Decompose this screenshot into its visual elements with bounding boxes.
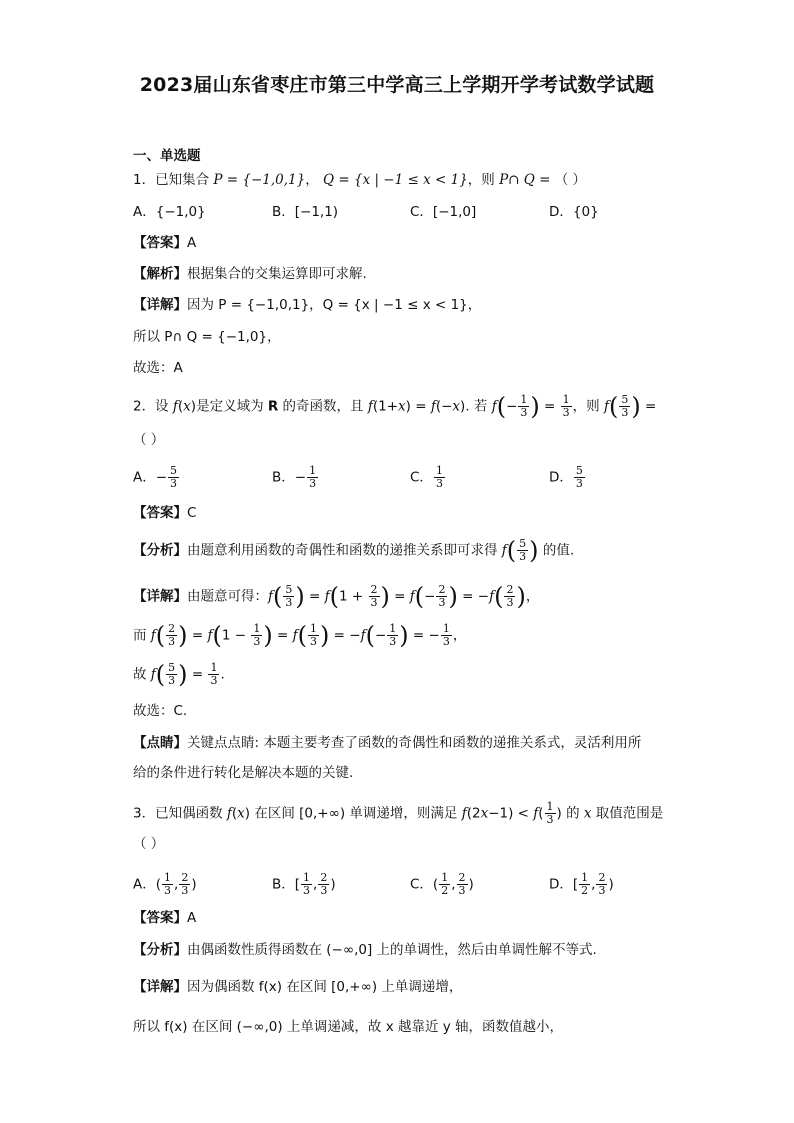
detail-label: 【详解】 — [133, 979, 187, 995]
comment-label: 【点睛】 — [133, 735, 187, 751]
q2-comment — [133, 733, 641, 753]
q1-choose: 故选：A — [133, 360, 183, 376]
q1-option-b: B．[−1,1) — [272, 204, 339, 220]
q2-option-a: A．− $\frac{5}{3}$ — [133, 464, 178, 490]
q3-option-b: B．[ $\frac{1}{3}$ , $\frac{2}{3}$ ) — [272, 871, 336, 897]
page-title: 2023届山东省枣庄市第三中学高三上学期开学考试数学试题 — [139, 74, 655, 96]
answer-label: 【答案】 — [133, 910, 187, 926]
q1-stem: 1．已知集合 P = {−1,0,1}， Q = {x | −1 ≤ x < 1}，则 P∩ Q = （ ） — [133, 172, 587, 188]
q1-option-d: D．{0} — [549, 204, 599, 220]
q1-analysis — [133, 264, 367, 284]
q2-option-b: B．− $\frac{1}{3}$ — [272, 464, 317, 490]
q3-answer-value: A — [187, 910, 197, 926]
q1-analysis-text: 根据集合的交集运算即可求解. — [187, 266, 367, 282]
q3-stem: 3．已知偶函数 f(x) 在区间 [0,+∞) 单调递增，则满足 f(2x−1) < f( $\frac{1}{3}$ ) 的 x 取值范围是 — [133, 800, 664, 826]
q3-option-c: C．( $\frac{1}{2}$ , $\frac{2}{3}$ ) — [410, 871, 474, 897]
q2-option-c: C． $\frac{1}{3}$ — [410, 464, 443, 490]
q1-paren: （ ） — [554, 172, 587, 188]
q3-paren: （ ） — [133, 836, 165, 852]
q1-detail — [133, 295, 481, 315]
q1-option-c: C．[−1,0] — [410, 204, 477, 220]
q2-paren: （ ） — [133, 432, 165, 448]
analysis-label: 【解析】 — [133, 266, 187, 282]
q3-answer — [133, 908, 196, 928]
q1-answer-value: A — [187, 235, 197, 251]
q2-answer-value: C — [187, 505, 197, 521]
q2-comment-text: 关键点点睛: 本题主要考查了函数的奇偶性和函数的递推关系式，灵活利用所 — [187, 735, 642, 751]
q3-line2: 所以 f(x) 在区间 (−∞,0) 上单调递减，故 x 越靠近 y 轴，函数值越小， — [133, 1019, 564, 1035]
q3-analysis — [133, 940, 597, 960]
q3-option-d: D．[ $\frac{1}{2}$ , $\frac{2}{3}$ ) — [549, 871, 614, 897]
q1-set-p: P = {−1,0,1} — [213, 172, 306, 188]
q2-line2: 而 f( $\frac{2}{3}$ ) = f(1 − $\frac{1}{3}$ ) = f( $\frac{1}{3}$ ) = −f(− $\frac{1}{3}$ ) = − $\frac{1}{3}$ ， — [133, 621, 467, 650]
q2-answer — [133, 503, 196, 523]
q2-comment-cont: 给的条件进行转化是解决本题的关键. — [133, 765, 354, 781]
q1-expr: P∩ Q = — [499, 172, 551, 188]
q3-option-a: A．( $\frac{1}{3}$ , $\frac{2}{3}$ ) — [133, 871, 197, 897]
q1-so: 所以 P∩ Q = {−1,0}， — [133, 329, 281, 345]
answer-label: 【答案】 — [133, 505, 187, 521]
q1-stem-then: ，则 — [467, 172, 495, 188]
detail-label: 【详解】 — [133, 588, 187, 605]
q1-set-q: Q = {x | −1 ≤ x < 1} — [323, 172, 468, 188]
q2-choose: 故选：C. — [133, 703, 188, 719]
detail-label: 【详解】 — [133, 297, 187, 313]
q1-option-a: A．{−1,0} — [133, 204, 206, 220]
q2-option-d: D． $\frac{5}{3}$ — [549, 464, 583, 490]
q1-answer — [133, 233, 196, 253]
q1-detail-text: 因为 P = {−1,0,1}，Q = {x | −1 ≤ x < 1}， — [187, 297, 482, 313]
q3-analysis-text: 由偶函数性质得函数在 (−∞,0] 上的单调性，然后由单调性解不等式. — [187, 942, 597, 958]
section-heading: 一、单选题 — [133, 148, 201, 164]
q2-analysis: 【分析】由题意利用函数的奇偶性和函数的递推关系即可求得 f( $\frac{5}{3}$ ) 的值. — [133, 536, 575, 565]
analysis-label: 【分析】 — [133, 942, 187, 958]
q3-detail-text: 因为偶函数 f(x) 在区间 [0,+∞) 上单调递增， — [187, 979, 463, 995]
q2-detail: 【详解】由题意可得：f( $\frac{5}{3}$ ) = f(1 + $\frac{2}{3}$ ) = f(− $\frac{2}{3}$ ) = −f( $\frac{2}{3}$ )， — [133, 582, 540, 611]
q1-stem-text: 1．已知集合 — [133, 172, 210, 188]
q2-line3: 故 f( $\frac{5}{3}$ ) = $\frac{1}{3}$ . — [133, 660, 225, 689]
q3-detail — [133, 977, 462, 997]
analysis-label: 【分析】 — [133, 542, 187, 559]
answer-label: 【答案】 — [133, 235, 187, 251]
q2-stem: 2．设 f(x)是定义域为 R 的奇函数，且 f(1+x) = f(−x). 若 f(− $\frac{1}{3}$ ) = $\frac{1}{3}$ ，则 f( $\frac{5}{3}$ ) = — [133, 392, 657, 421]
